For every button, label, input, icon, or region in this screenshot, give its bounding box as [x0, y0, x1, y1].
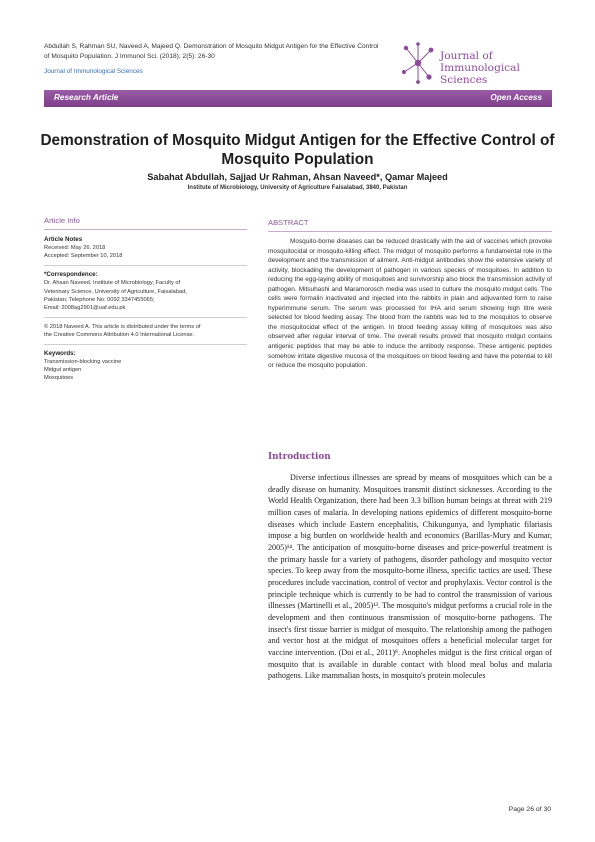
abstract-heading: ABSTRACT [268, 218, 552, 232]
journal-logo [398, 38, 568, 88]
license-line: the Creative Commons Attribution 4.0 International License. [44, 331, 195, 338]
introduction-heading: Introduction [268, 452, 331, 462]
divider [44, 317, 247, 318]
page-number: Page 26 of 30 [508, 806, 551, 813]
introduction-text: Diverse infectious illnesses are spread by means of mosquitoes which can be a deadly disease on humanity. Mosquitoes transmit distinct sicknesses. According to the World Health Organization, there had been 3.3 billion human beings at threat with 219 million cases of malaria. In developing nations epidemics of different mosquito-borne diseases which include Eastern encephalitis, Chikungunya, and lymphatic filariasis impose a big burden on worldwide health and economics (Barillas-Mury and Kumar, 2005)¹⁴. The anticipation of mosquito-borne diseases and price-powerful treatment is the primary hassle for a variety of pathogens, disorder pathology and mosquito vector species. To keep away from the mosquito-borne illness, specific tactics are used. These procedures include vaccination, control of vector and prophylaxis. Vector control is the principle technique which is currently to be had to control the transmission of various illnesses (Martinelli et al., 2005)¹³. The mosquito's midgut performs a crucial role in the development and then continuous transmission of mosquito-borne pathogens. The insect's first tissue barrier is midgut of mosquito. The relationship among the pathogen and vector host at the midgut of mosquitoes offers a beneficial molecular target for vaccine intervention. (Doi et al., 2011)⁸. Anopheles midgut is the first critical organ of mosquito that is available in durable contact with blood meal bolus and malaria pathogens. Like mammalian hosts, in mosquito's protein molecules [268, 473, 552, 681]
keyword-item: Mosquitoes [44, 375, 74, 382]
article-info-sidebar [44, 217, 247, 382]
accepted-date: Accepted: September 10, 2018 [44, 253, 123, 260]
journal-link[interactable]: Journal of Immunological Sciences [44, 68, 143, 75]
abstract-section [268, 218, 552, 371]
citation-text: Abdullah S, Rahman SU, Naveed A, Majeed Q. Demonstration of Mosquito Midgut Antigen for the Effective Control of Mosquito Population. J Immunol Sci. (2018); 2(5): 26-30 [44, 43, 379, 60]
keyword-item: Transmission-blocking vaccine [44, 359, 122, 366]
author-list: Sabahat Abdullah, Sajjad Ur Rahman, Ahsan Naveed*, Qamar Majeed [147, 172, 448, 182]
abstract-text: Mosquito-borne diseases can be reduced drastically with the aid of vaccines which provoke mosquitocidal or mosquito-killing effect. The midgut of mosquito performs a fundamental role in the development and the transmission of ailment. Anti-midgut antibodies show the extensive variety of activity, blockading the development of pathogen in various species of mosquitoes. In addition to reducing the egg-laying ability of mosquitoes and survivorship also block the transmission activity of pathogen. Mitsuhashi and Maramorosch media was used to culture the mosquito midgut cells. The cells were formalin inactivated and injected into the rabbits in plain and adjuvanted form to raise hyperimmune serum. The serum was processed for IHA and serum showing high titre were selected for blood feeding assay. The blood from the rabbits was fed to the mosquitos to observe the mosquitocidal effect of the antigen. In blood feeding assay killing of mosquitoes was also observed after regular interval of time. The overall results proved that mosquito midgut contains antigenic peptides that may be able to induce the antibody response. These antigenic peptides somehow irritate digestive mucosa of the mosquitoes on blood feeding and have the potential to kill or reduce the mosquito population. [268, 238, 552, 370]
received-date: Received: May 26, 2018 [44, 245, 106, 252]
logo-line-1: Journal of [440, 50, 493, 62]
open-access-label: Open Access [490, 93, 542, 102]
article-info-heading: Article Info [44, 217, 247, 230]
article-type-label: Research Article [54, 93, 119, 102]
divider [44, 344, 247, 345]
correspondence-line: Veterinary Science, University of Agriculture, Faisalabad, [44, 288, 187, 295]
molecule-icon [398, 40, 438, 86]
introduction-section [268, 452, 552, 682]
affiliation: Institute of Microbiology, University of Agriculture Faisalabad, 3840, Pakistan [187, 185, 408, 191]
logo-text [440, 50, 568, 86]
article-notes-heading: Article Notes [44, 236, 83, 244]
correspondence-line: Dr. Ahsan Naveed, Institute of Microbiology, Faculty of [44, 280, 181, 287]
keywords-heading: Keywords: [44, 350, 76, 358]
correspondence-line: Pakistan; Telephone No: 0092 3347455065; [44, 296, 155, 303]
keyword-item: Midgut antigen [44, 367, 82, 374]
divider [44, 265, 247, 266]
paper-title: Demonstration of Mosquito Midgut Antigen for the Effective Control of Mosquito Population [40, 132, 555, 168]
correspondence-heading: *Correspondence: [44, 271, 98, 279]
correspondence-email[interactable]: Email: 2008ag2901@uaf.edu.pk [44, 304, 126, 311]
logo-line-2: Immunological Sciences [440, 62, 520, 86]
license-line: © 2018 Naveed A. This article is distributed under the terms of [44, 323, 201, 330]
article-type-banner [44, 90, 552, 107]
